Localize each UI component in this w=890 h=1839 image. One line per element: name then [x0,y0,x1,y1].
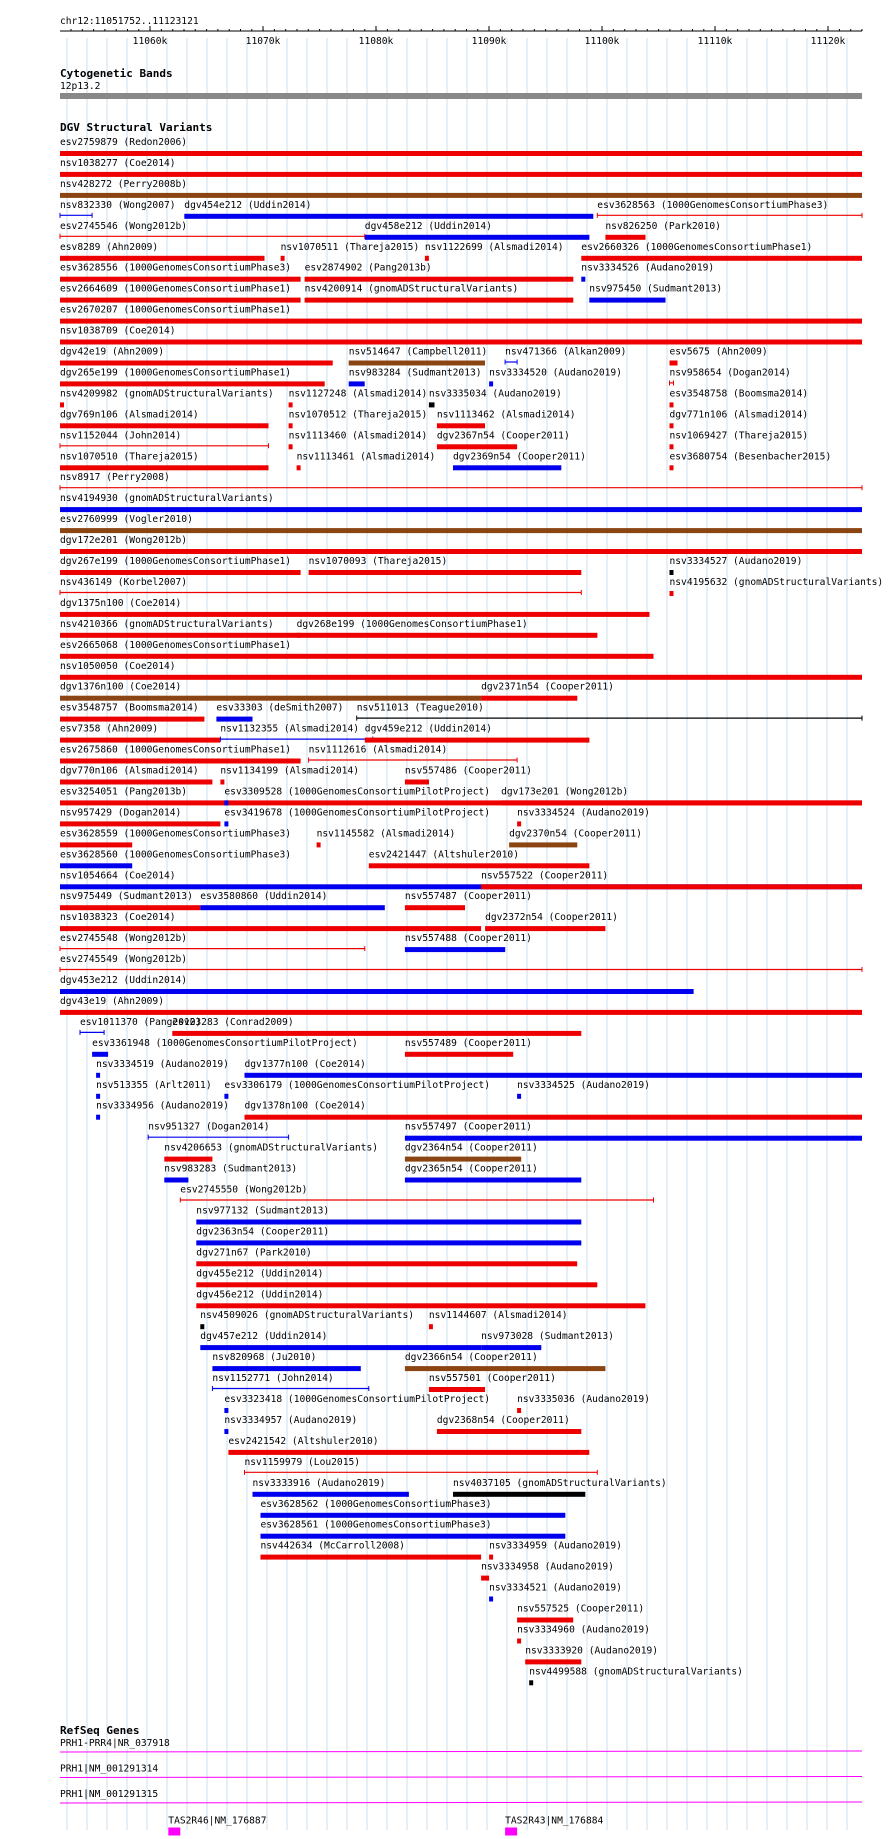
variant-feature-bar[interactable] [60,675,862,680]
variant-feature-bar[interactable] [60,172,862,177]
variant-label: esv2421447 (Altshuler2010) [368,849,519,861]
variant-feature-bar[interactable] [369,863,590,868]
variant-feature-bar[interactable] [670,465,674,470]
variant-feature-bar[interactable] [405,905,465,910]
variant-label: dgv42e19 (Ahn2009) [60,346,164,358]
variant-label: esv2660326 (1000GenomesConsortiumPhase1) [581,241,813,253]
variant-label: dgv172e201 (Wong2012b) [60,535,188,546]
variant-feature-bar[interactable] [425,256,429,261]
variant-feature-bar[interactable] [60,654,654,659]
refseq-gene-line[interactable] [60,1751,862,1752]
variant-label: nsv4195632 (gnomADStructuralVariants) [669,577,884,588]
variant-feature-bar[interactable] [405,780,429,785]
variant-label: esv2670207 (1000GenomesConsortiumPhase1) [60,304,292,316]
variant-feature-bar[interactable] [245,1115,863,1120]
variant-feature-bar[interactable] [60,507,862,512]
variant-feature-bar[interactable] [164,1178,188,1183]
variant-feature-bar[interactable] [224,1408,228,1413]
variant-feature-bar[interactable] [485,926,605,931]
variant-label: nsv3334519 (Audano2019) [96,1058,229,1070]
variant-feature-bar[interactable] [437,1429,581,1434]
variant-label: esv3254051 (Pang2013b) [60,786,188,798]
variant-label: esv3548757 (Boomsma2014) [60,702,199,714]
variant-label: nsv428272 (Perry2008b) [60,178,188,190]
variant-label: dgv2372n54 (Cooper2011) [485,912,618,924]
variant-feature-bar[interactable] [589,298,665,303]
variant-label: nsv1144607 (Alsmadi2014) [428,1310,568,1322]
variant-feature-bar[interactable] [228,1450,589,1455]
variant-label: dgv1375n100 (Coe2014) [60,597,182,609]
variant-label: nsv4200914 (gnomADStructuralVariants) [304,283,519,295]
variant-label: esv1011370 (Pang2010) [80,1016,202,1028]
variant-feature-bar[interactable] [245,1073,863,1078]
variant-feature-bar[interactable] [489,1597,493,1602]
variant-label: nsv975449 (Sudmant2013) [60,891,193,903]
variant-feature-bar[interactable] [281,256,285,261]
variant-label: nsv442634 (McCarroll2008) [260,1540,405,1552]
variant-label: nsv4206653 (gnomADStructuralVariants) [164,1142,379,1154]
variant-feature-bar[interactable] [196,1240,581,1245]
variant-feature-bar[interactable] [60,989,694,994]
refseq-gene-label: TAS2R46|NM_176887 [168,1815,267,1827]
variant-label: esv2745546 (Wong2012b) [60,220,188,232]
variant-label: nsv3334520 (Audano2019) [489,367,622,379]
variant-label: nsv1070512 (Thareja2015) [288,409,428,421]
variant-feature-bar[interactable] [517,1639,521,1644]
variant-feature-bar[interactable] [605,235,645,240]
variant-label: nsv3334956 (Audano2019) [96,1100,229,1112]
variant-feature-bar[interactable] [489,381,493,386]
variant-label: nsv1127248 (Alsmadi2014) [288,388,428,400]
variant-label: dgv268e199 (1000GenomesConsortiumPhase1) [296,618,528,630]
variant-label: dgv456e212 (Uddin2014) [196,1289,324,1301]
variant-label: nsv3334525 (Audano2019) [517,1079,650,1091]
variant-label: nsv4509026 (gnomADStructuralVariants) [200,1310,415,1322]
variant-feature-bar[interactable] [60,780,212,785]
variant-label: nsv513355 (Arlt2011) [96,1079,212,1091]
variant-feature-bar[interactable] [261,1555,482,1560]
variant-feature-bar[interactable] [96,1115,100,1120]
dgv-title: DGV Structural Variants [60,121,213,134]
variant-feature-bar[interactable] [297,633,598,638]
ruler-tick-label: 11070k [245,36,281,47]
variant-feature-bar[interactable] [509,842,577,847]
variant-label: nsv1069427 (Thareja2015) [669,430,809,442]
variant-feature-bar[interactable] [60,277,301,282]
variant-feature-bar[interactable] [60,381,325,386]
variant-label: esv2664609 (1000GenomesConsortiumPhase1) [60,283,292,295]
variant-feature-bar[interactable] [96,1073,100,1078]
variant-label: nsv557497 (Cooper2011) [404,1121,532,1133]
variant-label: nsv1050050 (Coe2014) [60,660,176,672]
variant-label: esv23283 (Conrad2009) [172,1016,294,1028]
variant-label: esv3628561 (1000GenomesConsortiumPhase3) [260,1519,492,1531]
cytoband-bar[interactable] [60,93,862,99]
variant-label: nsv1038709 (Coe2014) [60,325,176,337]
variant-feature-bar[interactable] [60,633,301,638]
variant-label: dgv271n67 (Park2010) [196,1247,312,1259]
variant-label: dgv1377n100 (Coe2014) [244,1058,366,1070]
ruler-tick-label: 11080k [358,36,394,47]
variant-label: esv3628559 (1000GenomesConsortiumPhase3) [60,828,292,840]
variant-label: dgv459e212 (Uddin2014) [364,723,492,735]
variant-label: nsv557525 (Cooper2011) [517,1603,645,1615]
variant-feature-bar[interactable] [196,1303,645,1308]
variant-feature-bar[interactable] [670,423,674,428]
variant-label: dgv2365n54 (Cooper2011) [404,1163,538,1175]
variant-feature-bar[interactable] [60,696,481,701]
variant-label: nsv4194930 (gnomADStructuralVariants) [60,493,274,505]
variant-label: nsv4499588 (gnomADStructuralVariants) [529,1666,743,1678]
variant-feature-bar[interactable] [429,1387,485,1392]
variant-feature-bar[interactable] [212,1366,360,1371]
variant-label: nsv1152044 (John2014) [60,430,182,442]
variant-feature-bar[interactable] [96,1094,100,1099]
variant-label: nsv3334957 (Audano2019) [224,1415,358,1426]
variant-feature-bar[interactable] [365,738,590,743]
variant-label: nsv1038277 (Coe2014) [60,157,176,169]
variant-feature-bar[interactable] [261,1534,566,1539]
variant-label: esv33303 (deSmith2007) [216,702,344,714]
variant-label: nsv4210366 (gnomADStructuralVariants) [60,618,274,630]
variant-feature-bar[interactable] [317,842,321,847]
variant-feature-bar[interactable] [529,1680,533,1685]
variant-label: nsv1112616 (Alsmadi2014) [308,744,448,756]
ruler-tick-label: 11110k [697,36,733,47]
variant-label: nsv1113460 (Alsmadi2014) [288,430,428,442]
variant-label: esv2874902 (Pang2013b) [304,262,432,274]
variant-feature-bar[interactable] [429,1324,433,1329]
variant-label: nsv3334524 (Audano2019) [517,807,650,819]
variant-label: nsv3334527 (Audano2019) [669,556,803,567]
variant-label: nsv1038323 (Coe2014) [60,912,176,924]
dgv-track [60,137,883,1685]
refseq-gene-label: PRH1|NM_001291315 [60,1789,159,1800]
variant-feature-bar[interactable] [517,821,521,826]
variant-feature-bar[interactable] [405,947,505,952]
variant-label: nsv1134199 (Alsmadi2014) [220,765,360,777]
variant-feature-bar[interactable] [60,151,862,156]
variant-feature-bar[interactable] [60,717,204,722]
variant-label: dgv769n106 (Alsmadi2014) [60,409,199,421]
variant-feature-bar[interactable] [481,1576,489,1581]
variant-label: nsv951327 (Dogan2014) [148,1121,270,1133]
variant-label: nsv557488 (Cooper2011) [404,933,532,945]
variant-feature-bar[interactable] [224,1429,228,1434]
variant-label: dgv1376n100 (Coe2014) [60,681,182,693]
refseq-title: RefSeq Genes [60,1724,140,1737]
variant-feature-bar[interactable] [481,1345,541,1350]
variant-label: nsv514647 (Campbell2011) [348,346,488,358]
variant-label: esv3323418 (1000GenomesConsortiumPilotProject) [224,1394,491,1405]
variant-label: dgv2367n54 (Cooper2011) [436,430,570,442]
variant-feature-bar[interactable] [60,319,862,324]
variant-label: esv3419678 (1000GenomesConsortiumPilotProject) [224,807,491,819]
variant-label: dgv2371n54 (Cooper2011) [481,681,614,693]
variant-label: nsv973028 (Sudmant2013) [481,1331,614,1343]
variant-label: nsv3334958 (Audano2019) [481,1561,614,1573]
ruler-tick-label: 11090k [471,36,507,47]
ruler-tick-label: 11060k [132,36,168,47]
variant-feature-bar[interactable] [60,926,481,931]
variant-label: dgv2369n54 (Cooper2011) [453,451,586,463]
variant-feature-bar[interactable] [220,780,224,785]
variant-feature-bar[interactable] [224,821,228,826]
variant-feature-bar[interactable] [60,842,132,847]
refseq-gene-box[interactable] [505,1828,517,1836]
variant-feature-bar[interactable] [60,298,301,303]
position-label: chr12:11051752..11123121 [60,16,199,27]
variant-feature-bar[interactable] [184,214,593,219]
refseq-gene-box[interactable] [168,1828,180,1836]
variant-label: nsv983283 (Sudmant2013) [164,1163,298,1175]
variant-label: nsv4209982 (gnomADStructuralVariants) [60,388,274,400]
variant-feature-bar[interactable] [297,465,301,470]
variant-feature-bar[interactable] [60,905,200,910]
refseq-gene-label: PRH1-PRR4|NR_037918 [60,1738,170,1749]
variant-label: dgv454e212 (Uddin2014) [184,199,312,211]
refseq-gene-line[interactable] [60,1802,862,1803]
variant-label: nsv820968 (Ju2010) [212,1352,317,1364]
variant-label: nsv1113461 (Alsmadi2014) [296,451,436,463]
variant-label: esv3628560 (1000GenomesConsortiumPhase3) [60,849,292,861]
variant-label: nsv4037105 (gnomADStructuralVariants) [453,1477,667,1489]
variant-feature-bar[interactable] [196,1282,597,1287]
variant-label: esv2745549 (Wong2012b) [60,954,188,965]
variant-feature-bar[interactable] [289,444,293,449]
variant-feature-bar[interactable] [405,1136,862,1141]
variant-feature-bar[interactable] [525,1659,581,1664]
variant-label: nsv557487 (Cooper2011) [404,891,532,903]
variant-feature-bar[interactable] [670,570,674,575]
variant-label: esv3628562 (1000GenomesConsortiumPhase3) [260,1498,492,1510]
variant-label: nsv826250 (Park2010) [605,220,721,232]
cytoband-title: Cytogenetic Bands [60,67,173,80]
variant-label: esv3306179 (1000GenomesConsortiumPilotProject) [224,1079,491,1091]
variant-feature-bar[interactable] [92,1052,108,1057]
variant-label: esv2421542 (Altshuler2010) [228,1435,379,1447]
variant-feature-bar[interactable] [489,1555,493,1560]
variant-feature-bar[interactable] [429,402,435,407]
variant-feature-bar[interactable] [200,905,384,910]
variant-label: nsv1152771 (John2014) [212,1373,334,1384]
variant-label: nsv436149 (Korbel2007) [60,577,188,588]
variant-label: nsv1145582 (Alsmadi2014) [316,828,456,840]
variant-feature-bar[interactable] [405,1157,521,1162]
variant-feature-bar[interactable] [60,256,265,261]
variant-feature-bar[interactable] [289,402,293,407]
variant-label: nsv3333920 (Audano2019) [525,1645,659,1657]
variant-label: nsv832330 (Wong2007) [60,199,176,211]
variant-feature-bar[interactable] [60,821,220,826]
variant-label: dgv2364n54 (Cooper2011) [404,1142,538,1154]
variant-feature-bar[interactable] [60,193,862,198]
variant-label: esv8289 (Ahn2009) [60,241,159,253]
variant-feature-bar[interactable] [305,277,574,282]
variant-label: dgv43e19 (Ahn2009) [60,995,164,1007]
variant-label: nsv1070093 (Thareja2015) [308,556,448,567]
variant-label: nsv1159979 (Lou2015) [244,1456,361,1468]
variant-label: nsv1070511 (Thareja2015) [280,241,420,253]
variant-feature-bar[interactable] [289,423,293,428]
variant-label: esv2745550 (Wong2012b) [180,1184,308,1196]
refseq-track [60,1738,862,1836]
variant-feature-bar[interactable] [60,465,269,470]
variant-feature-bar[interactable] [60,423,269,428]
variant-feature-bar[interactable] [60,863,132,868]
variant-feature-bar[interactable] [405,1366,606,1371]
variant-feature-bar[interactable] [453,1492,585,1497]
variant-feature-bar[interactable] [481,696,577,701]
variant-label: nsv1113462 (Alsmadi2014) [436,409,576,421]
variant-label: nsv471366 (Alkan2009) [505,346,627,358]
refseq-gene-label: TAS2R43|NM_176884 [505,1815,604,1827]
variant-label: nsv983284 (Sudmant2013) [348,367,482,379]
variant-label: esv3548758 (Boomsma2014) [669,388,809,400]
cytoband-label: 12p13.2 [60,81,101,92]
variant-feature-bar[interactable] [501,800,862,805]
variant-label: nsv557486 (Cooper2011) [404,765,532,777]
variant-label: nsv3335034 (Audano2019) [428,388,562,400]
variant-label: dgv2366n54 (Cooper2011) [404,1352,538,1364]
variant-feature-bar[interactable] [200,1345,481,1350]
variant-feature-bar[interactable] [224,800,228,805]
variant-feature-bar[interactable] [670,591,674,596]
variant-feature-bar[interactable] [453,465,561,470]
variant-feature-bar[interactable] [517,1618,573,1623]
variant-label: esv3680754 (Besenbacher2015) [669,451,832,463]
variant-label: esv3580860 (Uddin2014) [200,891,328,903]
variant-label: esv2745548 (Wong2012b) [60,933,188,945]
variant-feature-bar[interactable] [517,1094,521,1099]
variant-label: dgv2368n54 (Cooper2011) [436,1415,570,1426]
variant-label: nsv1122699 (Alsmadi2014) [424,241,564,253]
variant-label: nsv975450 (Sudmant2013) [589,283,723,295]
variant-feature-bar[interactable] [670,402,674,407]
variant-label: esv7358 (Ahn2009) [60,723,159,735]
variant-label: nsv557522 (Cooper2011) [481,870,609,882]
variant-label: nsv3334526 (Audano2019) [581,262,715,274]
variant-feature-bar[interactable] [196,1261,577,1266]
refseq-gene-label: PRH1|NM_001291314 [60,1763,159,1775]
variant-label: nsv977132 (Sudmant2013) [196,1205,330,1217]
variant-label: dgv771n106 (Alsmadi2014) [669,409,809,421]
variant-label: esv3628563 (1000GenomesConsortiumPhase3) [597,199,829,211]
ruler-tick-label: 11100k [584,36,620,47]
variant-label: nsv557501 (Cooper2011) [428,1373,556,1384]
variant-label: esv2760999 (Vogler2010) [60,514,193,526]
variant-label: dgv265e199 (1000GenomesConsortiumPhase1) [60,367,292,379]
variant-label: esv3361948 (1000GenomesConsortiumPilotProject) [92,1037,358,1049]
variant-label: nsv3333916 (Audano2019) [252,1477,386,1489]
variant-label: nsv1132355 (Alsmadi2014) [220,723,360,735]
variant-label: nsv958654 (Dogan2014) [669,367,791,379]
variant-feature-bar[interactable] [60,759,301,764]
variant-label: esv2665068 (1000GenomesConsortiumPhase1) [60,639,292,651]
variant-feature-bar[interactable] [164,1157,212,1162]
variant-label: nsv511013 (Teague2010) [356,702,484,714]
variant-feature-bar[interactable] [196,1220,581,1225]
variant-feature-bar[interactable] [60,738,220,743]
variant-feature-bar[interactable] [253,1492,409,1497]
variant-feature-bar[interactable] [60,528,862,533]
variant-feature-bar[interactable] [172,1031,581,1036]
variant-label: nsv3334959 (Audano2019) [489,1540,622,1552]
variant-feature-bar[interactable] [365,235,590,240]
variant-label: esv2675860 (1000GenomesConsortiumPhase1) [60,744,292,756]
variant-label: esv3309528 (1000GenomesConsortiumPilotProject) [224,786,491,798]
ruler-tick-label: 11120k [810,36,846,47]
variant-feature-bar[interactable] [60,549,862,554]
variant-feature-bar[interactable] [405,1178,581,1183]
variant-label: nsv1054664 (Coe2014) [60,870,176,882]
variant-label: dgv457e212 (Uddin2014) [200,1331,328,1343]
variant-feature-bar[interactable] [60,570,301,575]
variant-feature-bar[interactable] [437,444,517,449]
variant-feature-bar[interactable] [60,1010,862,1015]
refseq-gene-line[interactable] [60,1777,862,1778]
variant-feature-bar[interactable] [216,717,252,722]
variant-feature-bar[interactable] [60,361,333,366]
variant-feature-bar[interactable] [60,340,862,345]
variant-label: nsv957429 (Dogan2014) [60,807,182,819]
variant-label: nsv3334521 (Audano2019) [489,1582,622,1594]
variant-label: dgv173e201 (Wong2012b) [501,786,629,798]
variant-feature-bar[interactable] [305,298,574,303]
variant-feature-bar[interactable] [349,361,485,366]
variant-feature-bar[interactable] [670,361,678,366]
variant-feature-bar[interactable] [517,1408,521,1413]
variant-label: dgv1378n100 (Coe2014) [244,1100,366,1112]
variant-feature-bar[interactable] [437,423,485,428]
variant-label: dgv453e212 (Uddin2014) [60,975,188,986]
variant-label: nsv1070510 (Thareja2015) [60,451,199,463]
variant-label: nsv8917 (Perry2008) [60,472,170,484]
variant-label: dgv458e212 (Uddin2014) [364,220,492,232]
variant-label: dgv2363n54 (Cooper2011) [196,1226,330,1238]
variant-label: nsv3334960 (Audano2019) [517,1624,650,1636]
variant-feature-bar[interactable] [405,1052,513,1057]
variant-label: esv2759879 (Redon2006) [60,137,188,148]
variant-label: nsv557489 (Cooper2011) [404,1037,532,1049]
variant-feature-bar[interactable] [200,1324,204,1329]
variant-label: dgv770n106 (Alsmadi2014) [60,765,199,777]
variant-label: nsv3335036 (Audano2019) [517,1394,650,1405]
variant-feature-bar[interactable] [224,1094,228,1099]
variant-label: esv3628556 (1000GenomesConsortiumPhase3) [60,262,292,274]
variant-feature-bar[interactable] [309,570,582,575]
variant-label: esv5675 (Ahn2009) [669,346,768,358]
variant-feature-bar[interactable] [581,256,862,261]
variant-feature-bar[interactable] [60,612,650,617]
variant-label: dgv2370n54 (Cooper2011) [509,828,642,840]
variant-feature-bar[interactable] [349,381,365,386]
variant-feature-bar[interactable] [261,1513,566,1518]
variant-feature-bar[interactable] [581,277,585,282]
variant-label: dgv267e199 (1000GenomesConsortiumPhase1) [60,556,292,567]
variant-label: dgv455e212 (Uddin2014) [196,1268,324,1280]
variant-feature-bar[interactable] [60,402,64,407]
variant-feature-bar[interactable] [670,444,674,449]
variant-feature-bar[interactable] [481,884,862,889]
